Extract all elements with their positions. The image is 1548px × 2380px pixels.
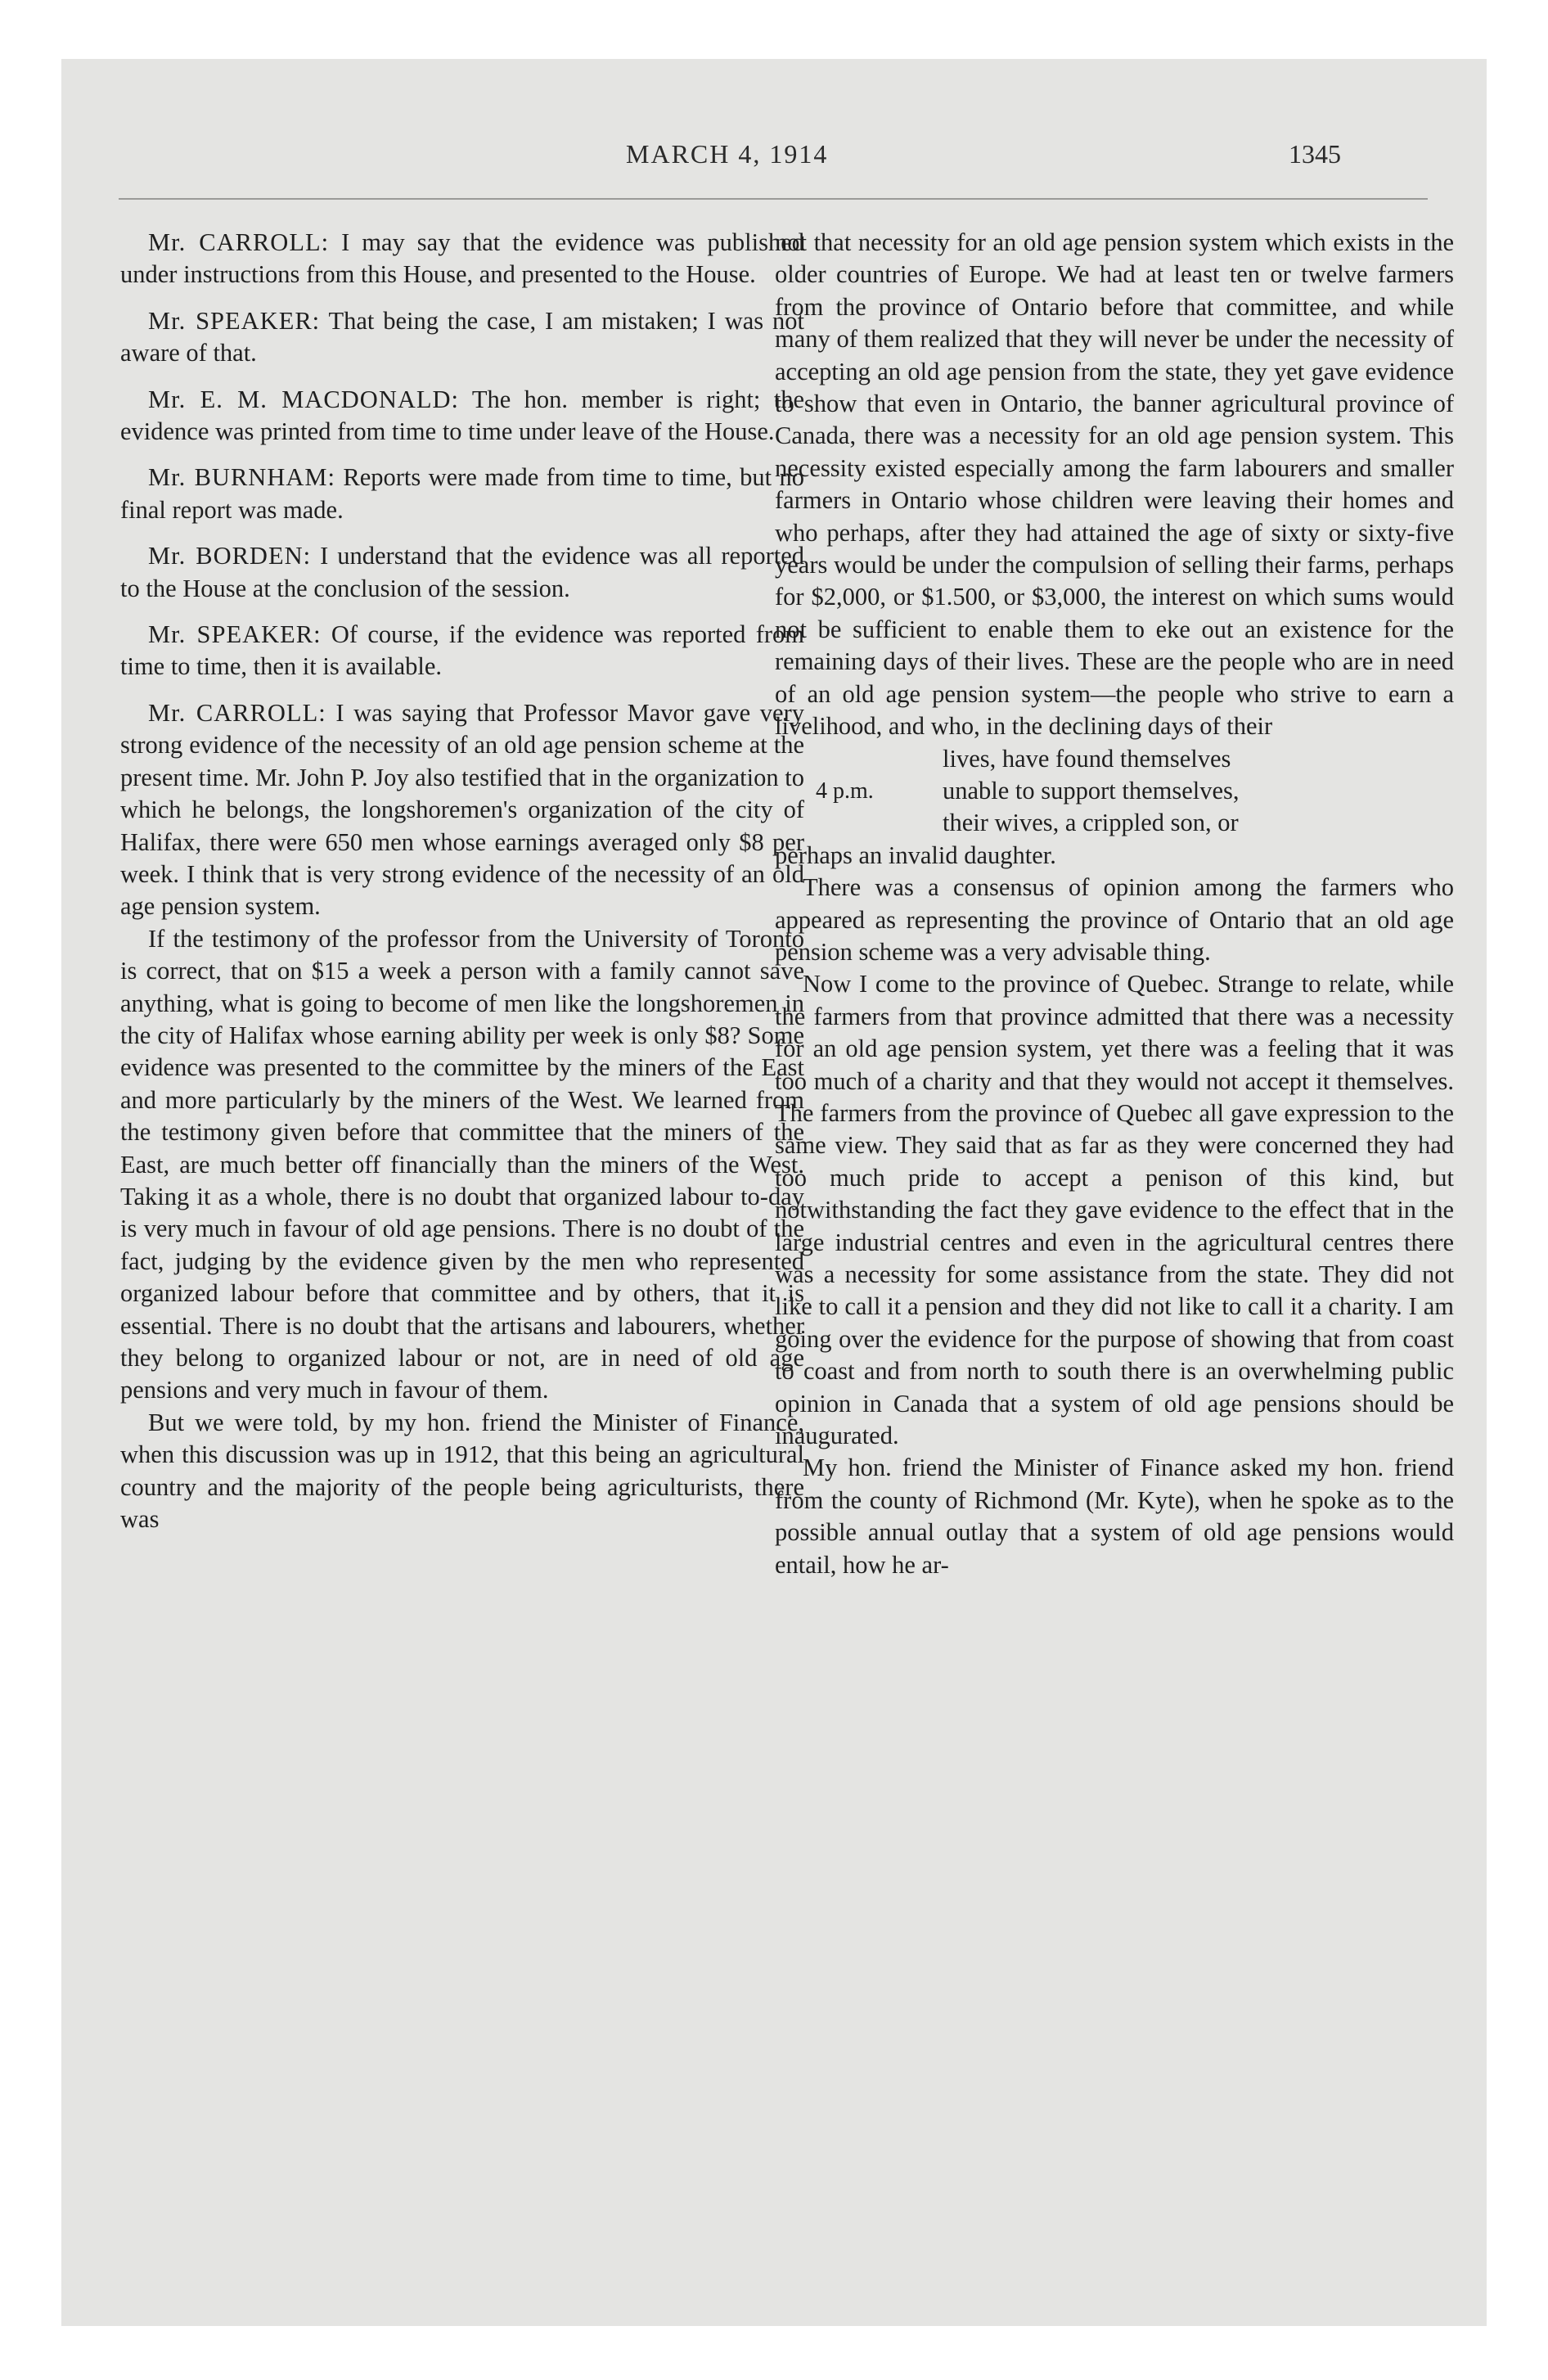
speech-text: not that necessity for an old age pension system which exists in the older countries of Europe. We had at least ten or twelve farmers from the province of Ontario before that committee, and while many of them realized that they will never be under the necessity of accepting an old age pension from the state, they yet gave evidence to show that even in Ontario, the banner agricultural province of Canada, there was a necessity for an old age pension system. This necessity existed especially among the farm labourers and smaller farmers in Ontario whose children were leaving their homes and who perhaps, after they had attained the age of sixty or sixty-five years would be under the compulsion of selling their farms, perhaps for $2,000, or $1.500, or $3,000, the interest on which sums would not be sufficient to enable them to eke out an existence for the remaining days of their lives. These are the people who are in need of an old age pension system—the people who strive to earn a livelihood, and who, in the declining days of their: [775, 228, 1454, 741]
page-header: [61, 139, 1487, 180]
speech-text: I understand that the evidence was all reported to the House at the conclusion of the session.: [120, 542, 805, 602]
scanned-page: [61, 59, 1487, 2326]
right-column: [775, 227, 1454, 1581]
page-number: 1345: [1289, 139, 1341, 169]
speech-text: perhaps an invalid daughter.: [775, 841, 1056, 869]
speech-paragraph: [775, 968, 1454, 1452]
speech-text: That being the case, I am mistaken; I was not aware of that.: [120, 306, 805, 367]
speech-text: I may say that the evidence was published under instructions from this House, and presented to the House.: [120, 228, 804, 289]
indented-line: unable to support themselves,: [943, 776, 1240, 805]
speech-paragraph: [120, 619, 804, 683]
speech-paragraph: [120, 540, 804, 605]
speech-paragraph: [120, 305, 804, 370]
speech-paragraph: [120, 227, 804, 291]
speaker-name: Mr. SPEAKER:: [148, 620, 322, 649]
speech-paragraph: [120, 923, 804, 1407]
speech-text: But we were told, by my hon. friend the Minister of Finance, when this discussion was up in 1912, that this being an agricultural country and the majority of the people being agriculturists, there was: [120, 1408, 804, 1534]
speech-text: Reports were made from time to time, but no final report was made.: [120, 463, 805, 524]
speaker-name: Mr. E. M. MACDONALD:: [148, 385, 460, 413]
speech-text: There was a consensus of opinion among the farmers who appeared as representing the province of Ontario that an old age pension scheme was a very advisable thing.: [775, 873, 1454, 966]
speaker-name: Mr. BURNHAM:: [148, 463, 335, 492]
speech-paragraph: [120, 384, 804, 449]
speech-paragraph: [120, 1407, 804, 1536]
speaker-name: Mr. CARROLL:: [148, 228, 330, 256]
time-block: [775, 743, 1454, 840]
speech-text: My hon. friend the Minister of Finance asked my hon. friend from the county of Richmond (Mr. Kyte), when he spoke as to the possible annual outlay that a system of old age pensions would entail, how he ar-: [775, 1454, 1454, 1579]
header-date: MARCH 4, 1914: [626, 139, 829, 169]
speaker-name: Mr. BORDEN:: [148, 542, 312, 570]
speech-paragraph: [120, 462, 804, 526]
speech-text: The hon. member is right; the evidence was printed from time to time under leave of the House.: [120, 385, 805, 446]
speech-text: If the testimony of the professor from the University of Toronto is correct, that on $15 a week a person with a family cannot save anything, what is going to become of men like the longshoremen in the city of Halifax whose earning ability per week is only $8? Some evidence was presented to the committee by the miners of the East and more particularly by the miners of the West. We learned from the testimony given before that committee that the miners of the East, are much better off financially than the miners of the West. Taking it as a whole, there is no doubt that organized labour to-day is very much in favour of old age pensions. There is no doubt of the fact, judging by the evidence given by the men who represented organized labour before that committee and by others, that it is essential. There is no doubt that the artisans and labourers, whether they belong to organized labour or not, are in need of old age pensions and very much in favour of them.: [120, 924, 804, 1404]
speech-text: Of course, if the evidence was reported from time to time, then it is available.: [120, 620, 804, 681]
speech-paragraph: [120, 697, 804, 923]
indented-line: lives, have found themselves: [943, 744, 1231, 773]
header-rule: [119, 198, 1428, 200]
speech-text: I was saying that Professor Mavor gave very strong evidence of the necessity of an old age pension scheme at the present time. Mr. John P. Joy also testified that in the organization to which he belongs, the longshoremen's organization of the city of Halifax, there were 650 men whose earnings averaged only $8 per week. I think that is very strong evidence of the necessity of an old age pension system.: [120, 698, 804, 921]
indented-line: their wives, a crippled son, or: [943, 809, 1239, 837]
time-marker: 4 p.m.: [816, 778, 874, 804]
speech-paragraph: [775, 227, 1454, 743]
speech-paragraph: [775, 840, 1454, 872]
speaker-name: Mr. CARROLL:: [148, 698, 326, 727]
speech-paragraph: [775, 1452, 1454, 1581]
left-column: [120, 227, 804, 1535]
speech-text: Now I come to the province of Quebec. Strange to relate, while the farmers from that province admitted that there was a necessity for an old age pension system, yet there was a feeling that it was too much of a charity and that they would not accept it themselves. The farmers from the province of Quebec all gave expression to the same view. They said that as far as they were concerned they had too much pride to accept a penison of this kind, but notwithstanding the fact they gave evidence to the effect that in the large industrial centres and even in the agricultural centres there was a necessity for some assistance from the state. They did not like to call it a pension and they did not like to call it a charity. I am going over the evidence for the purpose of showing that from coast to coast and from north to south there is an overwhelming public opinion in Canada that a system of old age pensions should be inaugurated.: [775, 970, 1454, 1450]
speaker-name: Mr. SPEAKER:: [148, 306, 321, 335]
speech-paragraph: [775, 872, 1454, 968]
